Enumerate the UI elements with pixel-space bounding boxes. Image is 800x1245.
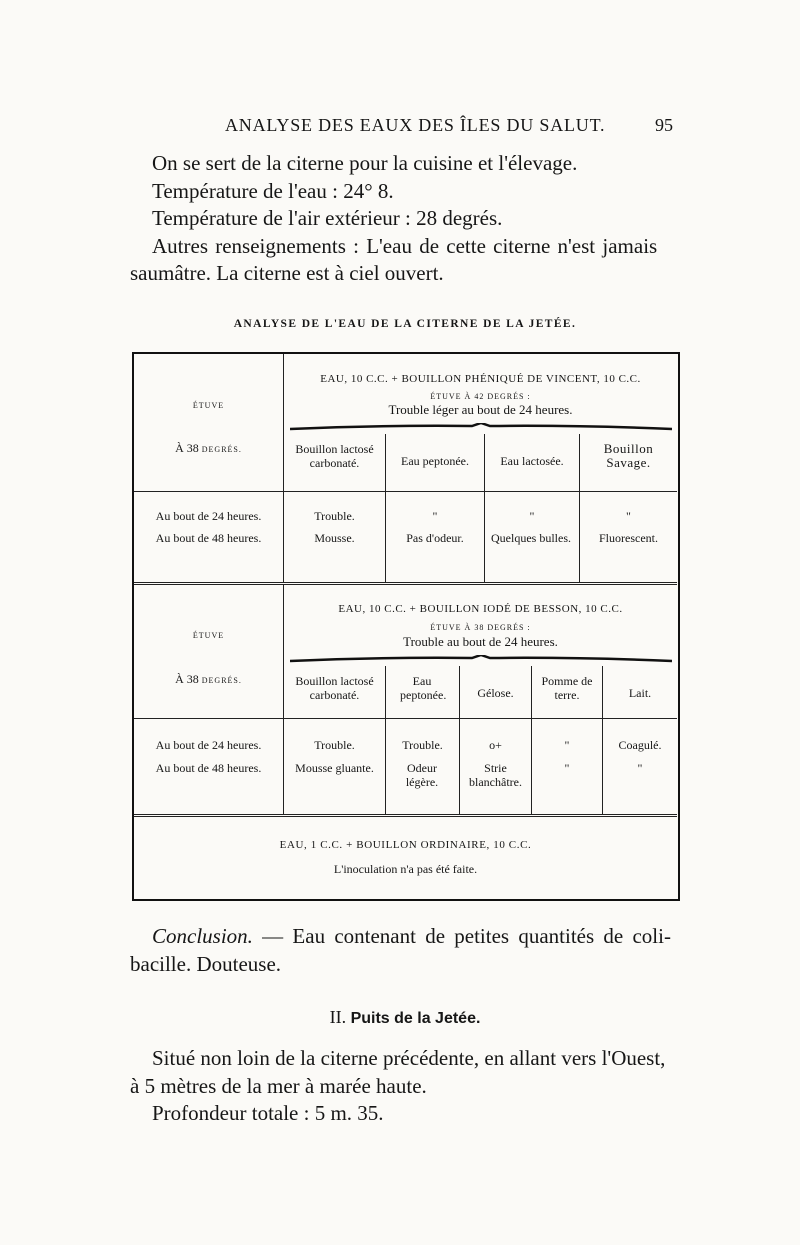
s1-col-3: Eau lactosée. — [500, 454, 564, 468]
s1-row-label: Au bout de 48 heures. — [155, 531, 262, 545]
section-subheading — [130, 1007, 680, 1028]
s1-cell: Quelques bulles. — [491, 531, 571, 545]
intro-line: Température de l'air extérieur : 28 degrés. — [152, 206, 503, 230]
s1-header-line2: ÉTUVE À 42 DEGRÉS : — [430, 392, 531, 401]
conclusion-line — [130, 923, 690, 951]
s2-cell: Mousse gluante. — [295, 761, 374, 775]
s1-degrees-unit: DEGRÉS. — [201, 445, 242, 454]
s2-degrees-unit: DEGRÉS. — [201, 676, 242, 685]
s2-degrees-value: À 38 — [175, 672, 199, 686]
s1-header-line1: EAU, 10 C.C. + BOUILLON PHÉNIQUÉ DE VINCENT, 10 C.C. — [320, 373, 641, 385]
s1-degrees — [134, 441, 283, 457]
s1-cell: Trouble. — [314, 509, 355, 523]
s2-col-3: Gélose. — [477, 686, 514, 700]
s1-degrees-value: À 38 — [175, 441, 199, 455]
s1-header-line3: Trouble léger au bout de 24 heures. — [388, 402, 573, 417]
s1-cell: Mousse. — [314, 531, 355, 545]
s2-etuve: ÉTUVE — [192, 631, 225, 640]
intro-line: Autres renseignements : L'eau de cette citerne n'est jamais — [152, 233, 658, 258]
s1-row-label: Au bout de 24 heures. — [155, 509, 262, 523]
s1-cell: " — [432, 509, 438, 523]
s1-etuve: ÉTUVE — [192, 401, 225, 410]
s2-cell: Coagulé. — [618, 738, 662, 752]
conclusion-line: bacille. Douteuse. — [130, 951, 282, 976]
s1-cell: " — [529, 509, 535, 523]
section-divider — [134, 814, 677, 817]
s2-header-line2: ÉTUVE À 38 DEGRÉS : — [430, 623, 531, 632]
s3-line2: L'inoculation n'a pas été faite. — [333, 862, 478, 876]
conclusion-label: Conclusion. — [152, 924, 253, 948]
running-title: ANALYSE DES EAUX DES ÎLES DU SALUT. — [225, 115, 606, 135]
s1-col-4: Bouillon Savage. — [603, 441, 654, 470]
outro-line: à 5 mètres de la mer à marée haute. — [130, 1073, 427, 1098]
s1-cell: Pas d'odeur. — [406, 531, 464, 545]
outro-line: Situé non loin de la citerne précédente, en allant vers l'Ouest, — [152, 1046, 666, 1070]
subheading-number: II. — [329, 1007, 347, 1027]
s2-col-2: Eau peptonée. — [400, 674, 447, 702]
s2-cell: o+ — [489, 738, 502, 752]
conclusion-text: — Eau contenant de petites quantités de coli- — [252, 924, 671, 948]
s1-col-1: Bouillon lactosé carbonaté. — [295, 442, 374, 470]
s2-header-line3: Trouble au bout de 24 heures. — [403, 634, 558, 649]
page-number: 95 — [655, 115, 673, 135]
s3-line1: EAU, 1 C.C. + BOUILLON ORDINAIRE, 10 C.C. — [279, 839, 532, 851]
outro-line: Profondeur totale : 5 m. 35. — [152, 1101, 384, 1125]
s2-row-label: Au bout de 24 heures. — [155, 738, 262, 752]
s2-cell: Odeur légère. — [405, 761, 439, 789]
s2-row-label: Au bout de 48 heures. — [155, 761, 262, 775]
s1-cell: Fluorescent. — [599, 531, 658, 545]
intro-line: Température de l'eau : 24° 8. — [152, 178, 394, 203]
s2-cell: Trouble. — [402, 738, 443, 752]
s2-cell: " — [637, 761, 643, 775]
intro-paragraph — [130, 150, 690, 288]
conclusion-paragraph — [130, 923, 690, 978]
s2-cell: " — [564, 738, 570, 752]
s1-cell: " — [626, 509, 631, 523]
s2-degrees — [134, 672, 283, 688]
running-header — [0, 115, 800, 139]
section-divider — [134, 582, 677, 585]
intro-line: On se sert de la citerne pour la cuisine et l'élevage. — [152, 151, 578, 175]
s2-col-4: Pomme de terre. — [541, 674, 593, 702]
analysis-table — [132, 352, 680, 901]
intro-line: saumâtre. La citerne est à ciel ouvert. — [130, 261, 444, 285]
s2-cell: " — [564, 761, 570, 775]
s1-col-2: Eau peptonée. — [401, 454, 469, 468]
s1-brace — [290, 423, 672, 431]
s2-cell: Trouble. — [314, 738, 355, 752]
subheading-title: Puits de la Jetée. — [350, 1010, 481, 1027]
s2-brace — [290, 655, 672, 663]
s2-col-5: Lait. — [628, 686, 652, 700]
table-title: ANALYSE DE L'EAU DE LA CITERNE DE LA JETÉE. — [233, 318, 577, 330]
s2-cell: Strie blanchâtre. — [469, 761, 522, 789]
s2-header-line1: EAU, 10 C.C. + BOUILLON IODÉ DE BESSON, 10 C.C. — [338, 603, 623, 615]
outro-paragraph — [130, 1045, 695, 1128]
s2-col-1: Bouillon lactosé carbonaté. — [295, 674, 374, 702]
